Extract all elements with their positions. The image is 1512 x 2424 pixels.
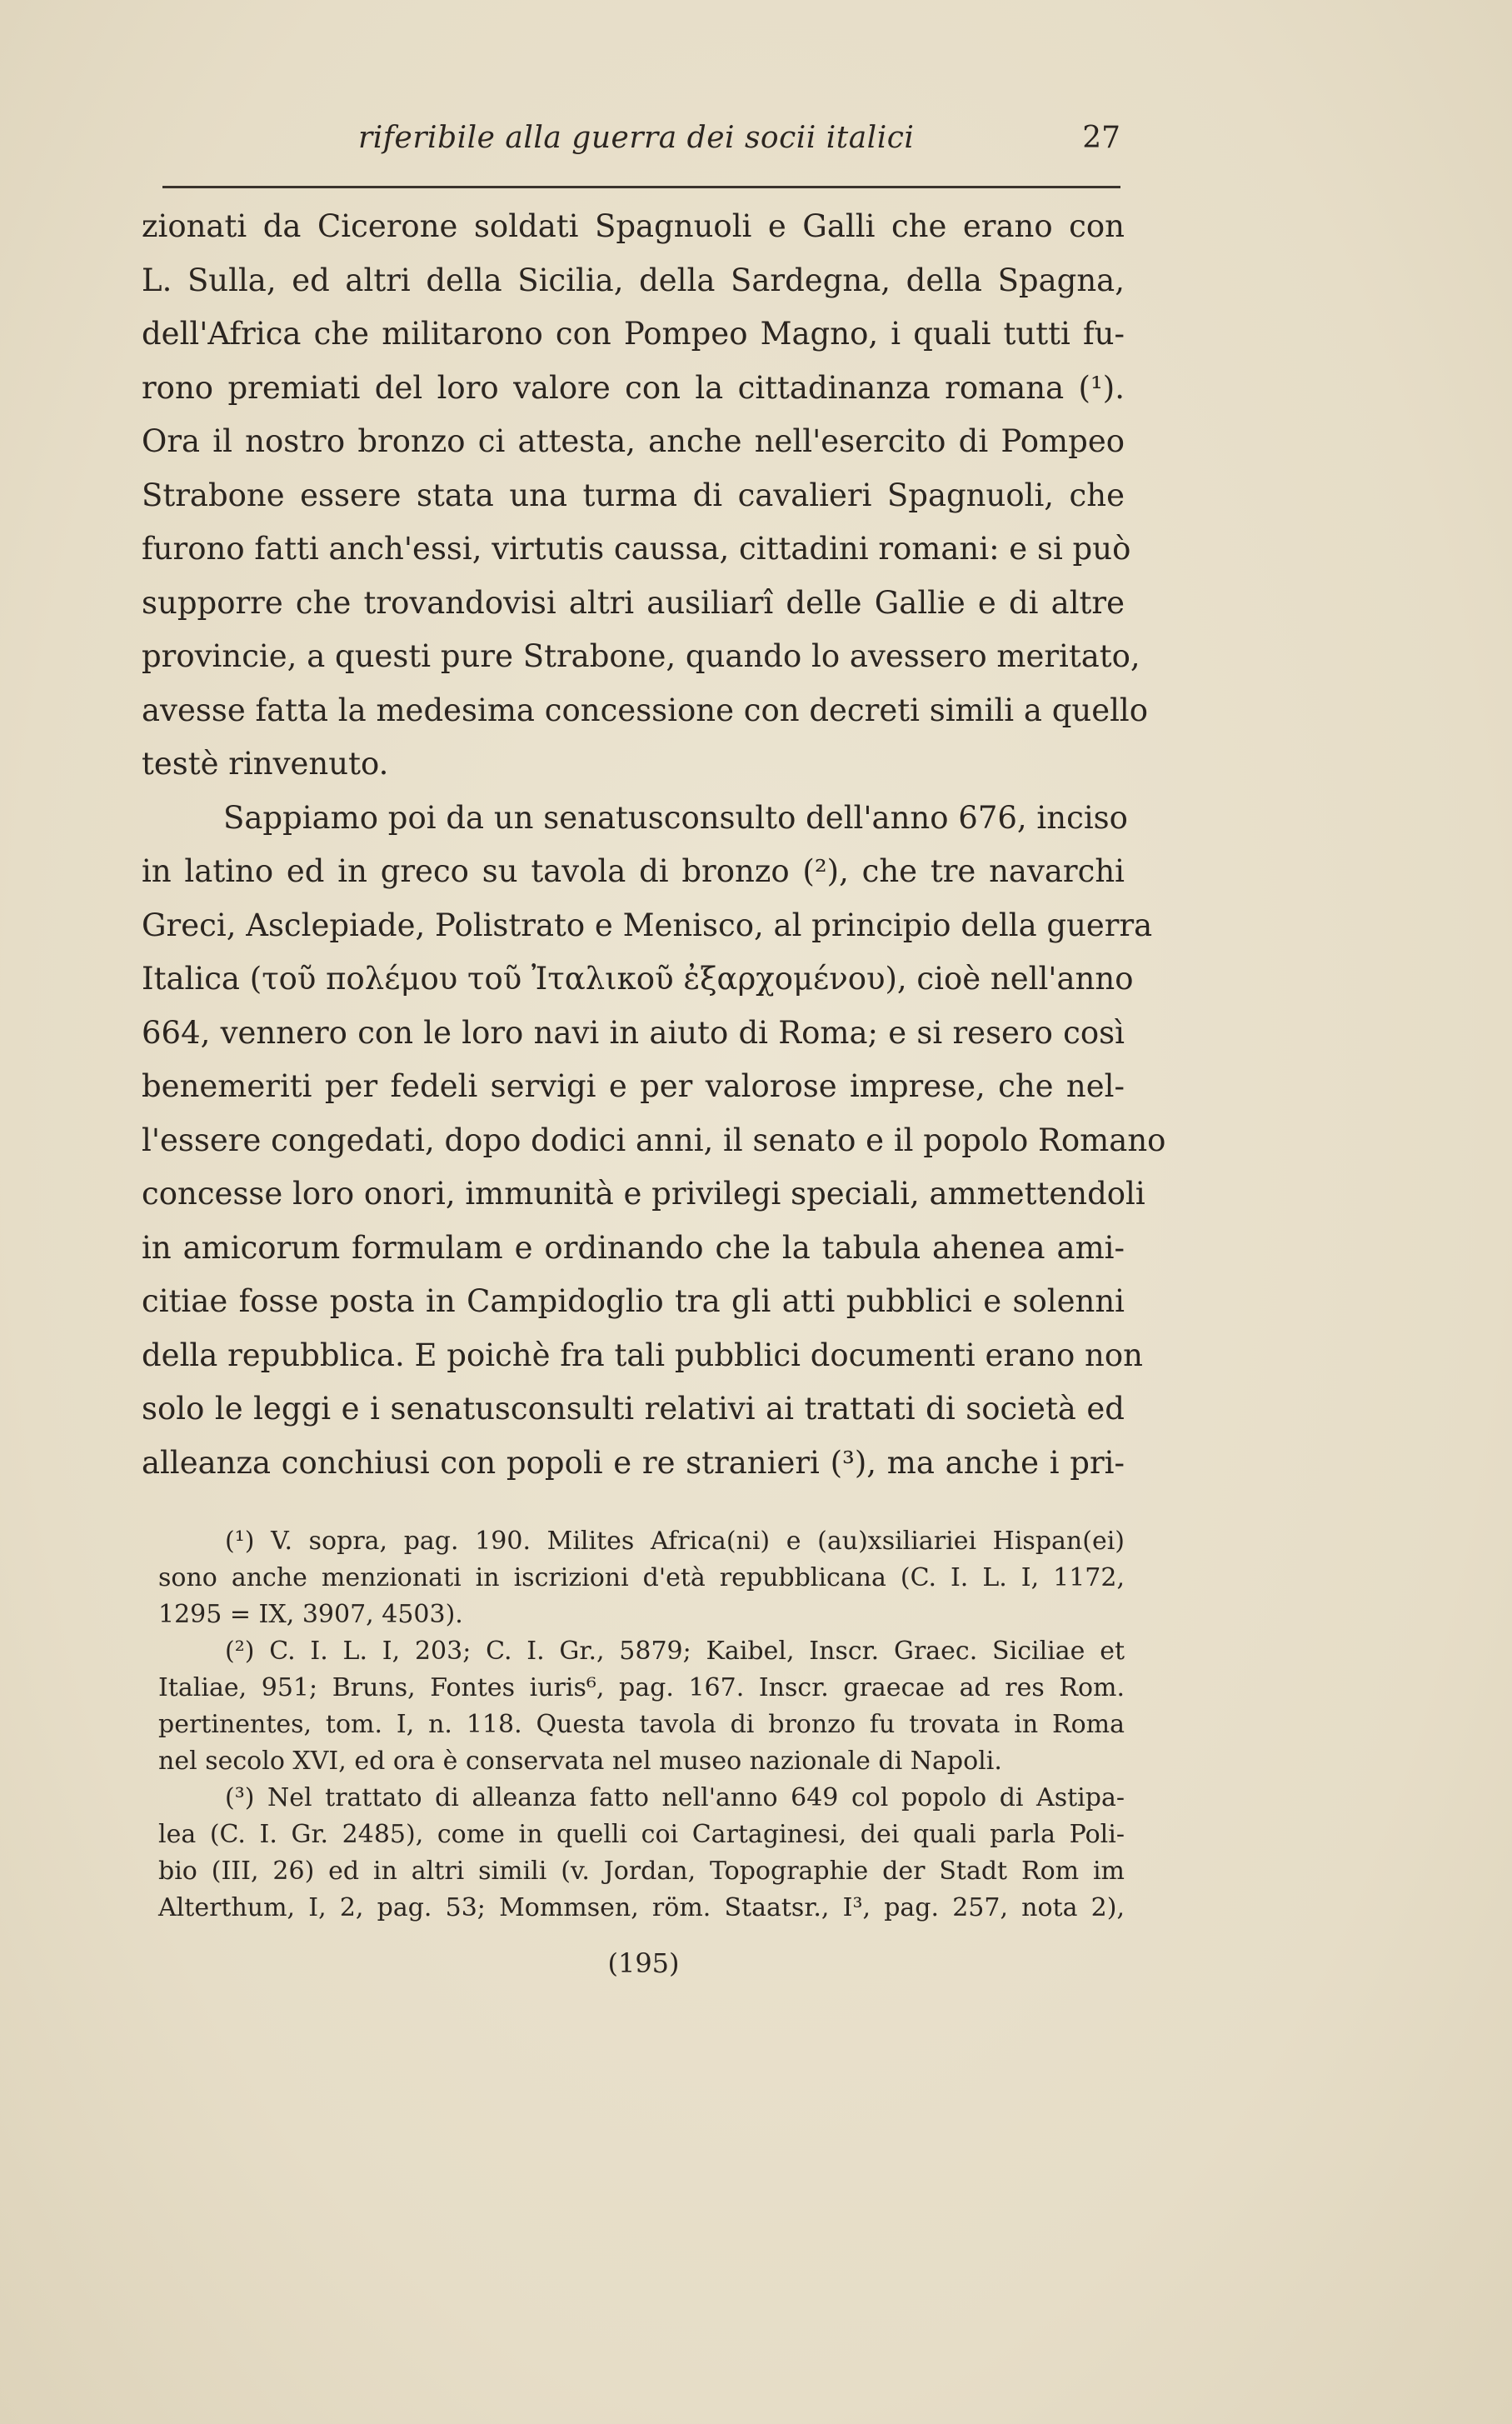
body-line: della repubblica. E poichè fra tali pubblici documenti erano non: [142, 1337, 1143, 1373]
body-line: rono premiati del loro valore con la cittadinanza romana (¹).: [142, 369, 1125, 406]
body-line: zionati da Cicerone soldati Spagnuoli e Galli che erano con: [142, 208, 1125, 244]
body-line: 664, vennero con le loro navi in aiuto di Roma; e si resero così: [142, 1014, 1125, 1051]
footnote-line: pertinentes, tom. I, n. 118. Questa tavola di bronzo fu trovata in Roma: [158, 1710, 1125, 1739]
body-line: concesse loro onori, immunità e privilegi speciali, ammettendoli: [142, 1176, 1145, 1212]
footnote-line: nel secolo XVI, ed ora è conservata nel museo nazionale di Napoli.: [158, 1747, 1002, 1776]
page-number: 27: [1082, 121, 1120, 155]
signature-mark: (195): [607, 1947, 680, 1979]
body-line: furono fatti anch'essi, virtutis caussa, cittadini romani: e si può: [142, 531, 1131, 567]
running-header: [162, 121, 1120, 171]
body-line: citiae fosse posta in Campidoglio tra gli atti pubblici e solenni: [142, 1283, 1125, 1319]
footnote-line: 1295 = IX, 3907, 4503).: [158, 1600, 463, 1629]
footnote-line: (²) C. I. L. I, 203; C. I. Gr., 5879; Kaibel, Inscr. Graec. Siciliae et: [225, 1637, 1125, 1666]
body-line: dell'Africa che militarono con Pompeo Magno, i quali tutti fu-: [142, 316, 1125, 352]
body-line: testè rinvenuto.: [142, 746, 389, 782]
header-rule: [162, 186, 1120, 188]
body-line: Strabone essere stata una turma di cavalieri Spagnuoli, che: [142, 477, 1125, 513]
footnote-line: lea (C. I. Gr. 2485), come in quelli coi Cartaginesi, dei quali parla Poli-: [158, 1820, 1125, 1849]
body-line: Italica (τοῦ πολέμου τοῦ Ἰταλικοῦ ἐξαρχομένου), cioè nell'anno: [142, 961, 1134, 997]
body-line: supporre che trovandovisi altri ausiliarî delle Gallie e di altre: [142, 584, 1125, 621]
footnotes: [158, 1523, 1125, 1927]
body-line: alleanza conchiusi con popoli e re stranieri (³), ma anche i pri-: [142, 1444, 1125, 1481]
body-line: solo le leggi e i senatusconsulti relativi ai trattati di società ed: [142, 1391, 1125, 1427]
body-line: benemeriti per fedeli servigi e per valorose imprese, che nel-: [142, 1068, 1125, 1104]
body-line: L. Sulla, ed altri della Sicilia, della Sardegna, della Spagna,: [142, 262, 1125, 298]
footnote-line: Italiae, 951; Bruns, Fontes iuris⁶, pag. 167. Inscr. graecae ad res Rom.: [158, 1673, 1125, 1702]
running-title: riferibile alla guerra dei socii italici: [358, 121, 915, 155]
footnote-line: (¹) V. sopra, pag. 190. Milites Africa(ni) e (au)xsiliariei Hispan(ei): [225, 1527, 1125, 1556]
footnote-line: bio (III, 26) ed in altri simili (v. Jordan, Topographie der Stadt Rom im: [158, 1857, 1125, 1886]
body-line: avesse fatta la medesima concessione con decreti simili a quello: [142, 692, 1149, 728]
footnote-line: (³) Nel trattato di alleanza fatto nell'anno 649 col popolo di Astipa-: [225, 1783, 1125, 1812]
body-line: provincie, a questi pure Strabone, quando lo avessero meritato,: [142, 638, 1140, 674]
footnote-line: Alterthum, I, 2, pag. 53; Mommsen, röm. Staatsr., I³, pag. 257, nota 2),: [158, 1893, 1125, 1922]
body-line: l'essere congedati, dopo dodici anni, il senato e il popolo Romano: [142, 1122, 1166, 1158]
body-line: Sappiamo poi da un senatusconsulto dell'anno 676, inciso: [223, 799, 1128, 836]
body-line: in amicorum formulam e ordinando che la tabula ahenea ami-: [142, 1229, 1125, 1266]
body-line: Greci, Asclepiade, Polistrato e Menisco, al principio della guerra: [142, 907, 1153, 943]
body-text: [142, 200, 1166, 1490]
footnote-line: sono anche menzionati in iscrizioni d'età repubblicana (C. I. L. I, 1172,: [158, 1563, 1125, 1592]
body-line: in latino ed in greco su tavola di bronzo (²), che tre navarchi: [142, 853, 1125, 889]
body-line: Ora il nostro bronzo ci attesta, anche nell'esercito di Pompeo: [142, 423, 1125, 459]
